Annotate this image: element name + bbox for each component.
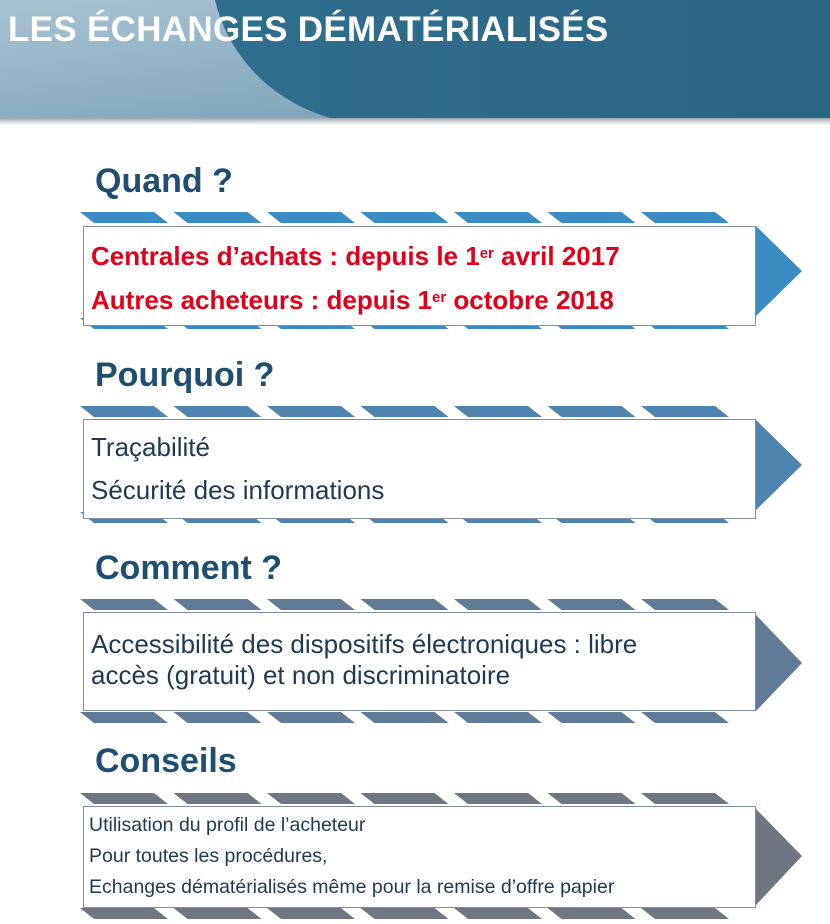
content-box-pourquoi (83, 419, 756, 519)
section-title-comment: Comment ? (95, 549, 282, 587)
section-title-conseils: Conseils (95, 742, 237, 780)
list-item: Echanges dématérialisés même pour la remise d’offre papier (89, 876, 615, 898)
list-item: Pour toutes les procédures, (89, 845, 328, 867)
section-title-quand: Quand ? (95, 162, 233, 200)
list-item: Utilisation du profil de l’acheteur (89, 814, 366, 836)
content-box-quand (83, 226, 756, 326)
content-box-comment (83, 612, 756, 711)
content-box-conseils (83, 806, 756, 908)
list-item: Traçabilité (91, 432, 210, 462)
header-banner (0, 0, 830, 125)
section-title-pourquoi: Pourquoi ? (95, 356, 275, 394)
page-title: LES ÉCHANGES DÉMATÉRIALISÉS (8, 10, 609, 49)
highlight-line: Centrales d’achats : depuis le 1er avril 2017 (91, 241, 620, 271)
list-item: Accessibilité des dispositifs électroniques : libre (91, 629, 638, 659)
list-item: Sécurité des informations (91, 475, 385, 505)
highlight-line: Autres acheteurs : depuis 1er octobre 2018 (91, 285, 614, 315)
list-item: accès (gratuit) et non discriminatoire (91, 660, 511, 690)
